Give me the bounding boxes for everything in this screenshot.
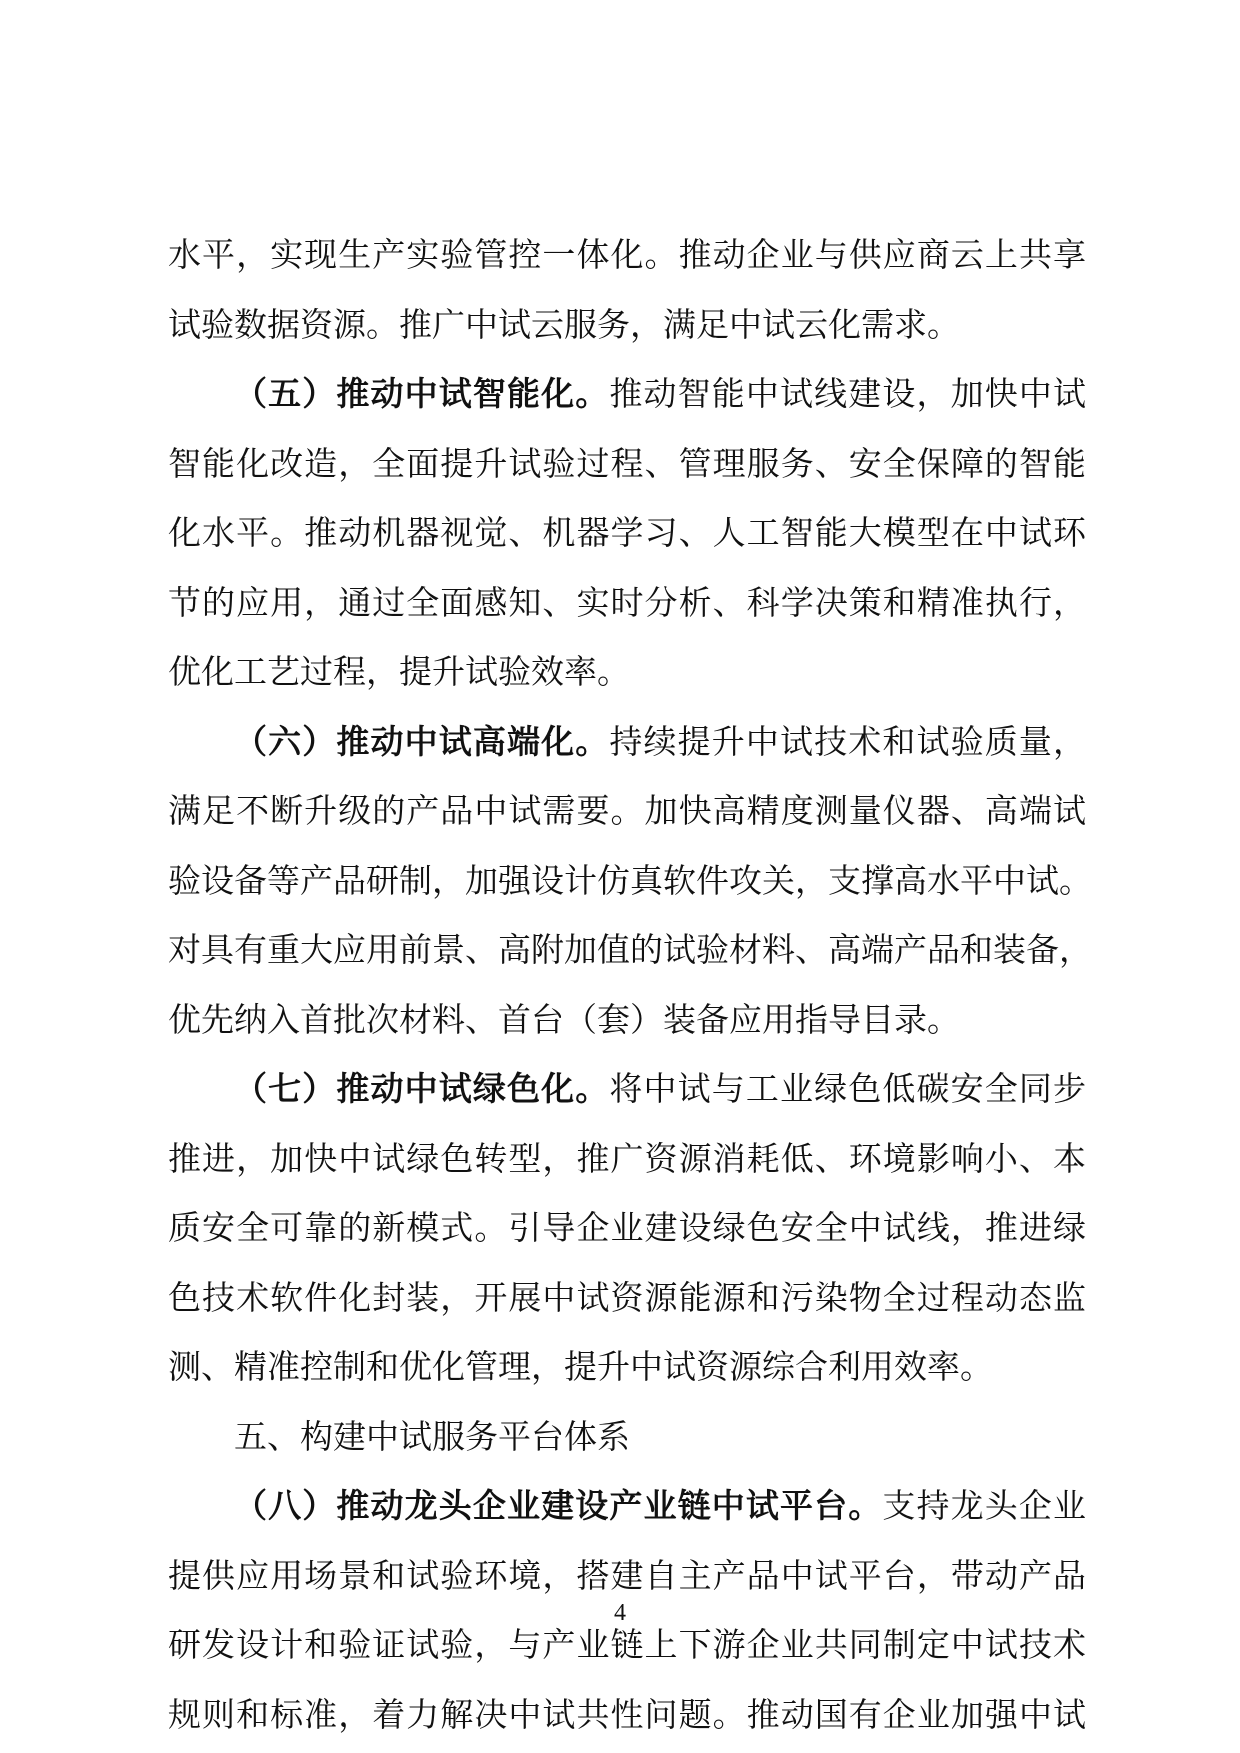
text-line: 节的应用，通过全面感知、实时分析、科学决策和精准执行， — [168, 582, 1086, 622]
paragraph-first-line — [168, 1471, 1086, 1541]
text-line: 水平，实现生产实验管控一体化。推动企业与供应商云上共享 — [168, 235, 1086, 274]
paragraph-heading: （五）推动中试智能化。 — [234, 374, 610, 413]
paragraph-text: 持续提升中试技术和试验质量， — [609, 721, 1086, 761]
text-line: 推进，加快中试绿色转型，推广资源消耗低、环境影响小、本 — [168, 1138, 1086, 1178]
text-line: 规则和标准，着力解决中试共性问题。推动国有企业加强中试 — [168, 1694, 1086, 1734]
text-line: 满足不断升级的产品中试需要。加快高精度测量仪器、高端试 — [168, 791, 1086, 830]
text-line: 优先纳入首批次材料、首台（套）装备应用指导目录。 — [168, 999, 960, 1039]
text-line: 质安全可靠的新模式。引导企业建设绿色安全中试线，推进绿 — [168, 1208, 1086, 1247]
text-line: 优化工艺过程，提升试验效率。 — [168, 652, 630, 691]
text-line: 试验数据资源。推广中试云服务，满足中试云化需求。 — [168, 304, 960, 344]
text-line: 对具有重大应用前景、高附加值的试验材料、高端产品和装备， — [168, 930, 1092, 969]
paragraph-first-line — [168, 1054, 1086, 1124]
paragraph-text: 将中试与工业绿色低碳安全同步 — [609, 1069, 1086, 1108]
section-title: 五、构建中试服务平台体系 — [234, 1416, 630, 1456]
document-body — [168, 220, 1092, 1749]
paragraph-heading: （六）推动中试高端化。 — [234, 721, 610, 761]
paragraph-text: 推动智能中试线建设，加快中试 — [609, 374, 1086, 413]
text-line: 测、精准控制和优化管理，提升中试资源综合利用效率。 — [168, 1347, 993, 1386]
text-line: 智能化改造，全面提升试验过程、管理服务、安全保障的智能 — [168, 443, 1086, 483]
text-line: 研发设计和验证试验，与产业链上下游企业共同制定中试技术 — [168, 1625, 1086, 1664]
paragraph-first-line — [168, 707, 1086, 777]
paragraph-text: 支持龙头企业 — [882, 1486, 1086, 1525]
text-line: 提供应用场景和试验环境，搭建自主产品中试平台，带动产品 — [168, 1555, 1086, 1595]
paragraph-heading: （八）推动龙头企业建设产业链中试平台。 — [234, 1486, 883, 1525]
paragraph-heading: （七）推动中试绿色化。 — [234, 1069, 610, 1108]
text-line: 验设备等产品研制，加强设计仿真软件攻关，支撑高水平中试。 — [168, 860, 1092, 900]
page-number: 4 — [614, 1600, 626, 1626]
text-line: 化水平。推动机器视觉、机器学习、人工智能大模型在中试环 — [168, 513, 1086, 552]
text-line: 色技术软件化封装，开展中试资源能源和污染物全过程动态监 — [168, 1277, 1086, 1317]
paragraph-first-line — [168, 359, 1086, 429]
